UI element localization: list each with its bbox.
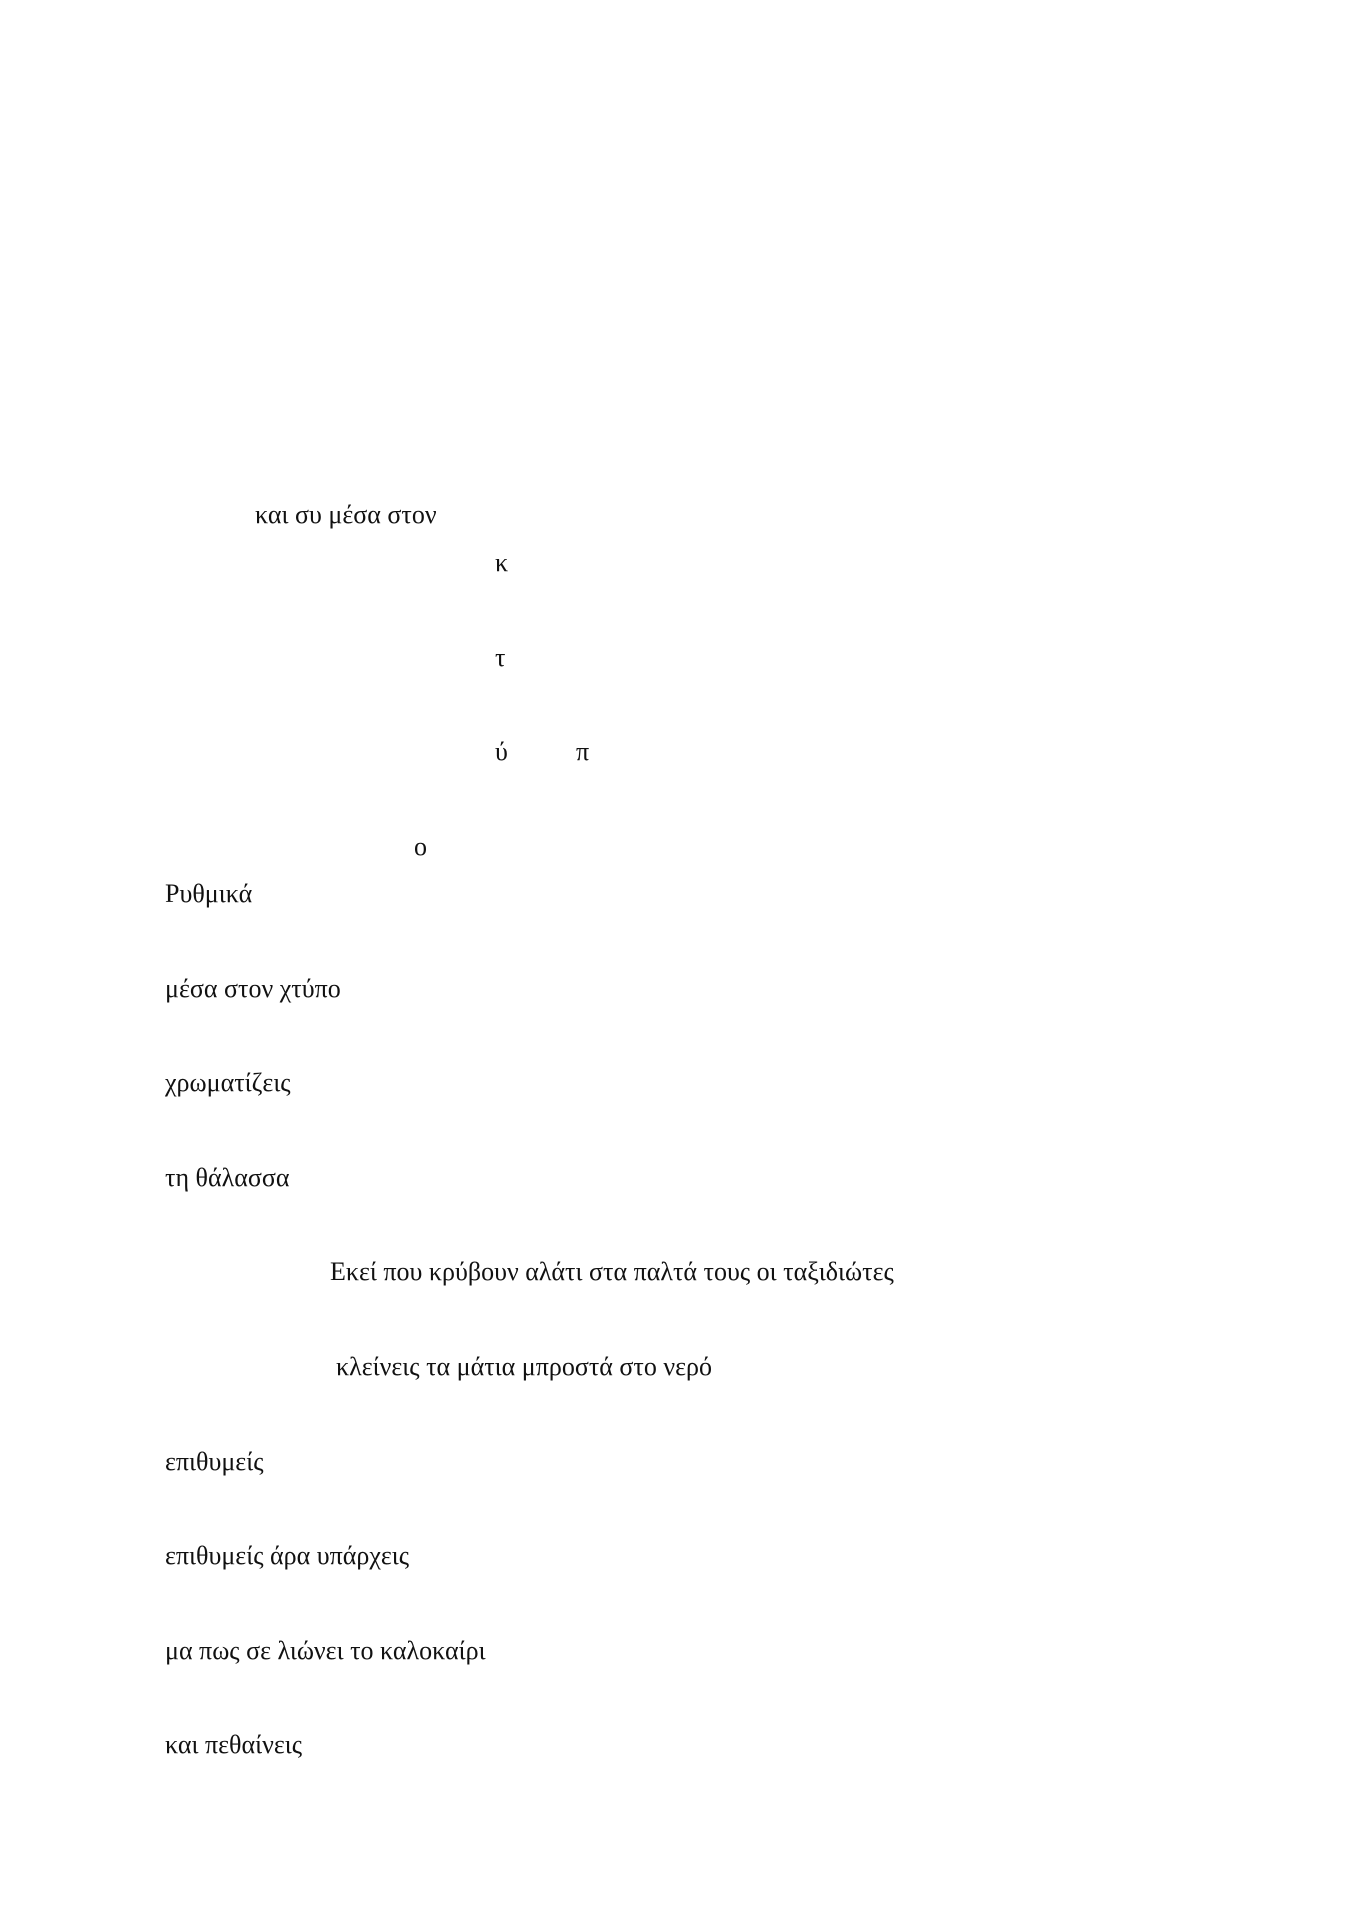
- poem-line-rythmika: Ρυθμικά: [165, 879, 253, 908]
- poem-line-1: και συ μέσα στον: [255, 500, 437, 529]
- poem-letter-kappa: κ: [495, 548, 509, 577]
- poem-line-chromatizeis: χρωματίζεις: [165, 1068, 291, 1097]
- poem-line-kalokairi: μα πως σε λιώνει το καλοκαίρι: [165, 1636, 486, 1665]
- poem-line-epithymeis-ara: επιθυμείς άρα υπάρχεις: [165, 1541, 410, 1570]
- poem-line-mesa-ston-chtypo: μέσα στον χτύπο: [165, 974, 341, 1003]
- poem-letter-pi: π: [576, 737, 590, 766]
- poem-letter-upsilon: ύ: [495, 737, 508, 766]
- poem-line-ekei-pou: Εκεί που κρύβουν αλάτι στα παλτά τους οι ταξιδιώτες: [330, 1257, 894, 1286]
- poem-line-ti-thalassa: τη θάλασσα: [165, 1163, 290, 1192]
- poem-letter-omicron: ο: [414, 832, 427, 861]
- poem-line-kleineis: κλείνεις τα μάτια μπροστά στο νερό: [336, 1352, 713, 1381]
- poem-line-pethaineis: και πεθαίνεις: [165, 1730, 303, 1759]
- poem-letter-tau: τ: [495, 643, 506, 672]
- poem-line-epithymeis: επιθυμείς: [165, 1447, 264, 1476]
